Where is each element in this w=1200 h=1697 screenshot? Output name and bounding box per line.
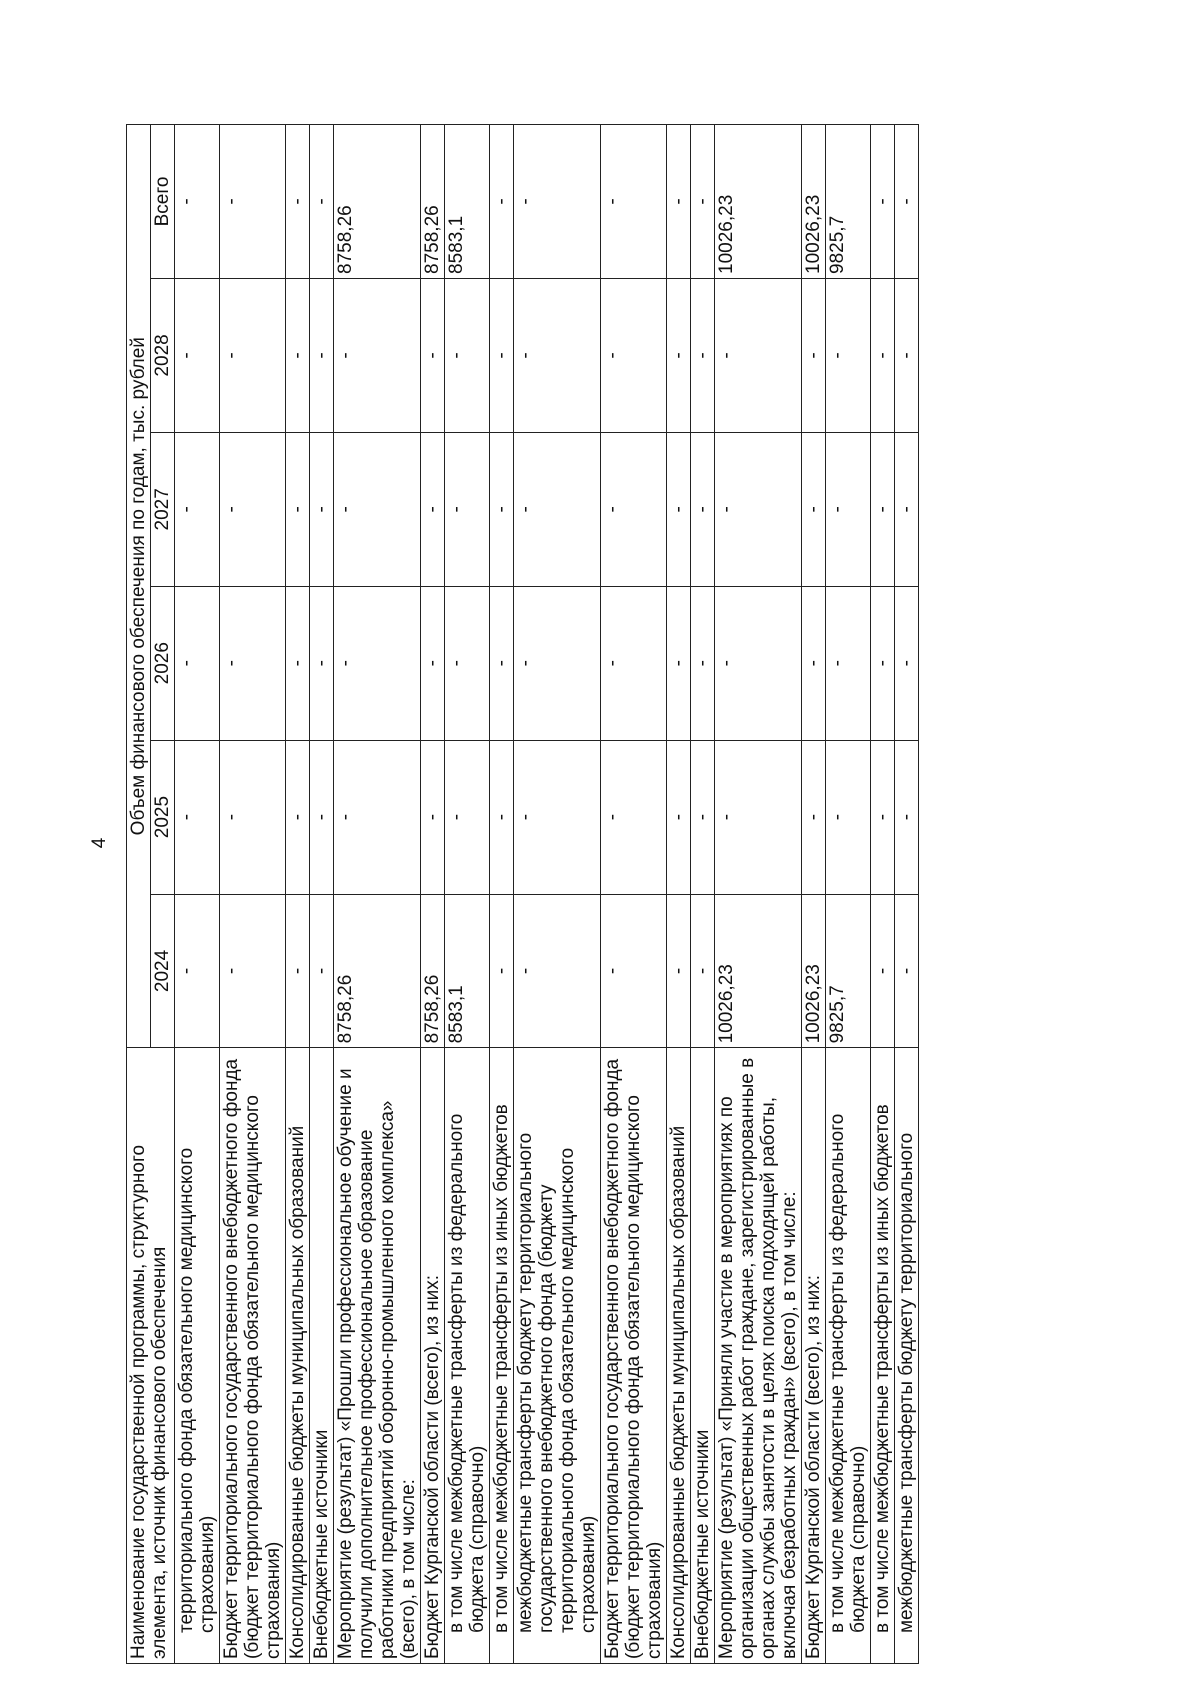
cell-year-value: - (871, 894, 895, 1048)
cell-year-value: - (490, 894, 514, 1048)
row-label: Внебюджетные источники (310, 1048, 334, 1664)
header-year: 2025 (151, 740, 175, 894)
cell-total: - (667, 125, 691, 279)
cell-year-value: - (490, 278, 514, 432)
cell-year-value: - (691, 586, 715, 740)
table-row (334, 125, 421, 1664)
table-row (220, 125, 286, 1664)
row-label: Бюджет территориального государственного внебюджетного фонда (бюджет территориального фонда обязательного медицинского страхования) (601, 1048, 667, 1664)
cell-year-value: - (334, 586, 421, 740)
cell-year-value: - (421, 740, 445, 894)
row-label: Мероприятие (результат) «Прошли профессиональное обучение и получили дополнительное профессиональное образование работники предприятий оборонно-промышленного комплекса» (всего), в том числе: (334, 1048, 421, 1664)
row-label: в том числе межбюджетные трансферты из иных бюджетов (490, 1048, 514, 1664)
row-label: Консолидированные бюджеты муниципальных образований (667, 1048, 691, 1664)
cell-year-value: - (310, 586, 334, 740)
cell-total: 8758,26 (421, 125, 445, 279)
page-number: 4 (89, 837, 110, 849)
cell-year-value: - (601, 278, 667, 432)
row-label: в том числе межбюджетные трансферты из федерального бюджета (справочно) (445, 1048, 490, 1664)
table-row (445, 125, 490, 1664)
header-year: 2026 (151, 586, 175, 740)
cell-year-value: - (826, 586, 871, 740)
table-row (421, 125, 445, 1664)
cell-year-value: - (175, 586, 220, 740)
row-label: Бюджет Курганской области (всего), из них: (802, 1048, 826, 1664)
cell-total: - (175, 125, 220, 279)
cell-year-value: - (514, 894, 601, 1048)
cell-year-value: - (895, 432, 919, 586)
cell-year-value: - (175, 432, 220, 586)
cell-total: - (895, 125, 919, 279)
cell-year-value: - (871, 432, 895, 586)
cell-total: 9825,7 (826, 125, 871, 279)
cell-year-value: - (601, 894, 667, 1048)
cell-year-value: - (667, 740, 691, 894)
cell-total: - (490, 125, 514, 279)
cell-year-value: - (445, 586, 490, 740)
cell-total: 10026,23 (802, 125, 826, 279)
cell-year-value: - (310, 278, 334, 432)
table-row (490, 125, 514, 1664)
cell-year-value: - (421, 278, 445, 432)
cell-year-value: - (421, 586, 445, 740)
cell-total: - (601, 125, 667, 279)
row-label: Консолидированные бюджеты муниципальных образований (286, 1048, 310, 1664)
table-row (514, 125, 601, 1664)
cell-year-value: - (715, 278, 802, 432)
cell-year-value: - (175, 740, 220, 894)
cell-year-value: - (895, 586, 919, 740)
cell-year-value: - (490, 740, 514, 894)
cell-total: 10026,23 (715, 125, 802, 279)
cell-year-value: - (826, 278, 871, 432)
table-row (871, 125, 895, 1664)
cell-year-value: - (445, 740, 490, 894)
cell-year-value: - (445, 278, 490, 432)
header-year: 2028 (151, 278, 175, 432)
cell-year-value: - (220, 278, 286, 432)
cell-year-value: - (514, 586, 601, 740)
cell-year-value: - (175, 894, 220, 1048)
cell-year-value: - (310, 894, 334, 1048)
cell-year-value: - (514, 740, 601, 894)
cell-year-value: - (895, 740, 919, 894)
header-name-column: Наименование государственной программы, структурного элемента, источник финансового обеспечения (127, 1048, 175, 1664)
cell-total: - (220, 125, 286, 279)
row-label: Бюджет Курганской области (всего), из них: (421, 1048, 445, 1664)
cell-year-value: - (715, 432, 802, 586)
header-financing-group: Объем финансового обеспечения по годам, тыс. рублей (127, 125, 151, 1048)
cell-year-value: - (220, 586, 286, 740)
cell-year-value: - (421, 432, 445, 586)
cell-year-value: - (220, 432, 286, 586)
cell-year-value: - (826, 432, 871, 586)
table-row (175, 125, 220, 1664)
cell-year-value: - (667, 586, 691, 740)
table-row (691, 125, 715, 1664)
cell-year-value: - (601, 586, 667, 740)
cell-year-value: - (691, 894, 715, 1048)
table-row (802, 125, 826, 1664)
cell-year-value: - (445, 432, 490, 586)
cell-year-value: - (334, 432, 421, 586)
cell-year-value: - (802, 586, 826, 740)
cell-total: - (310, 125, 334, 279)
cell-year-value: - (514, 432, 601, 586)
table-row (715, 125, 802, 1664)
cell-total: - (691, 125, 715, 279)
table-body (175, 125, 919, 1664)
cell-year-value: - (826, 740, 871, 894)
cell-year-value: - (490, 432, 514, 586)
table-row (286, 125, 310, 1664)
cell-total: - (871, 125, 895, 279)
cell-year-value: - (715, 740, 802, 894)
cell-total: - (514, 125, 601, 279)
table-row (667, 125, 691, 1664)
cell-year-value: - (514, 278, 601, 432)
cell-year-value: - (286, 740, 310, 894)
row-label: межбюджетные трансферты бюджету территориального государственного внебюджетного фонда (бюджету территориального фонда обязательного медицинского страхования) (514, 1048, 601, 1664)
table-row (601, 125, 667, 1664)
cell-year-value: - (601, 740, 667, 894)
cell-year-value: - (220, 740, 286, 894)
row-label: в том числе межбюджетные трансферты из иных бюджетов (871, 1048, 895, 1664)
cell-year-value: 8758,26 (421, 894, 445, 1048)
cell-year-value: 8758,26 (334, 894, 421, 1048)
cell-year-value: - (286, 278, 310, 432)
row-label: Бюджет территориального государственного внебюджетного фонда (бюджет территориального фонда обязательного медицинского страхования) (220, 1048, 286, 1664)
row-label: в том числе межбюджетные трансферты из федерального бюджета (справочно) (826, 1048, 871, 1664)
cell-year-value: - (871, 740, 895, 894)
cell-year-value: - (310, 740, 334, 894)
row-label: Внебюджетные источники (691, 1048, 715, 1664)
cell-year-value: - (802, 278, 826, 432)
rotated-table-wrapper (126, 124, 1066, 1664)
cell-year-value: - (691, 740, 715, 894)
cell-year-value: - (175, 278, 220, 432)
cell-year-value: - (310, 432, 334, 586)
cell-year-value: 10026,23 (715, 894, 802, 1048)
cell-year-value: - (871, 586, 895, 740)
cell-year-value: 9825,7 (826, 894, 871, 1048)
cell-year-value: 10026,23 (802, 894, 826, 1048)
cell-total: 8583,1 (445, 125, 490, 279)
cell-year-value: - (667, 894, 691, 1048)
cell-year-value: - (286, 586, 310, 740)
cell-year-value: - (334, 740, 421, 894)
row-label: Мероприятие (результат) «Приняли участие в мероприятиях по организации общественных работ граждане, зарегистрированные в органах службы занятости в целях поиска подходящей работы, включая безработных граждан» (всего), в том числе: (715, 1048, 802, 1664)
cell-total: - (286, 125, 310, 279)
cell-year-value: - (286, 894, 310, 1048)
cell-year-value: - (895, 278, 919, 432)
row-label: территориального фонда обязательного медицинского страхования) (175, 1048, 220, 1664)
cell-year-value: - (895, 894, 919, 1048)
cell-year-value: - (334, 278, 421, 432)
cell-year-value: - (667, 432, 691, 586)
header-year: 2027 (151, 432, 175, 586)
cell-year-value: - (691, 432, 715, 586)
cell-year-value: - (601, 432, 667, 586)
header-row-group (127, 125, 151, 1664)
row-label: межбюджетные трансферты бюджету территориального (895, 1048, 919, 1664)
cell-year-value: - (220, 894, 286, 1048)
cell-year-value: 8583,1 (445, 894, 490, 1048)
cell-total: 8758,26 (334, 125, 421, 279)
header-year: 2024 (151, 894, 175, 1048)
table-row (826, 125, 871, 1664)
cell-year-value: - (286, 432, 310, 586)
cell-year-value: - (802, 432, 826, 586)
table-row (895, 125, 919, 1664)
cell-year-value: - (667, 278, 691, 432)
cell-year-value: - (802, 740, 826, 894)
financing-table (126, 124, 919, 1664)
header-total: Всего (151, 125, 175, 279)
cell-year-value: - (871, 278, 895, 432)
cell-year-value: - (490, 586, 514, 740)
cell-year-value: - (715, 586, 802, 740)
cell-year-value: - (691, 278, 715, 432)
table-row (310, 125, 334, 1664)
